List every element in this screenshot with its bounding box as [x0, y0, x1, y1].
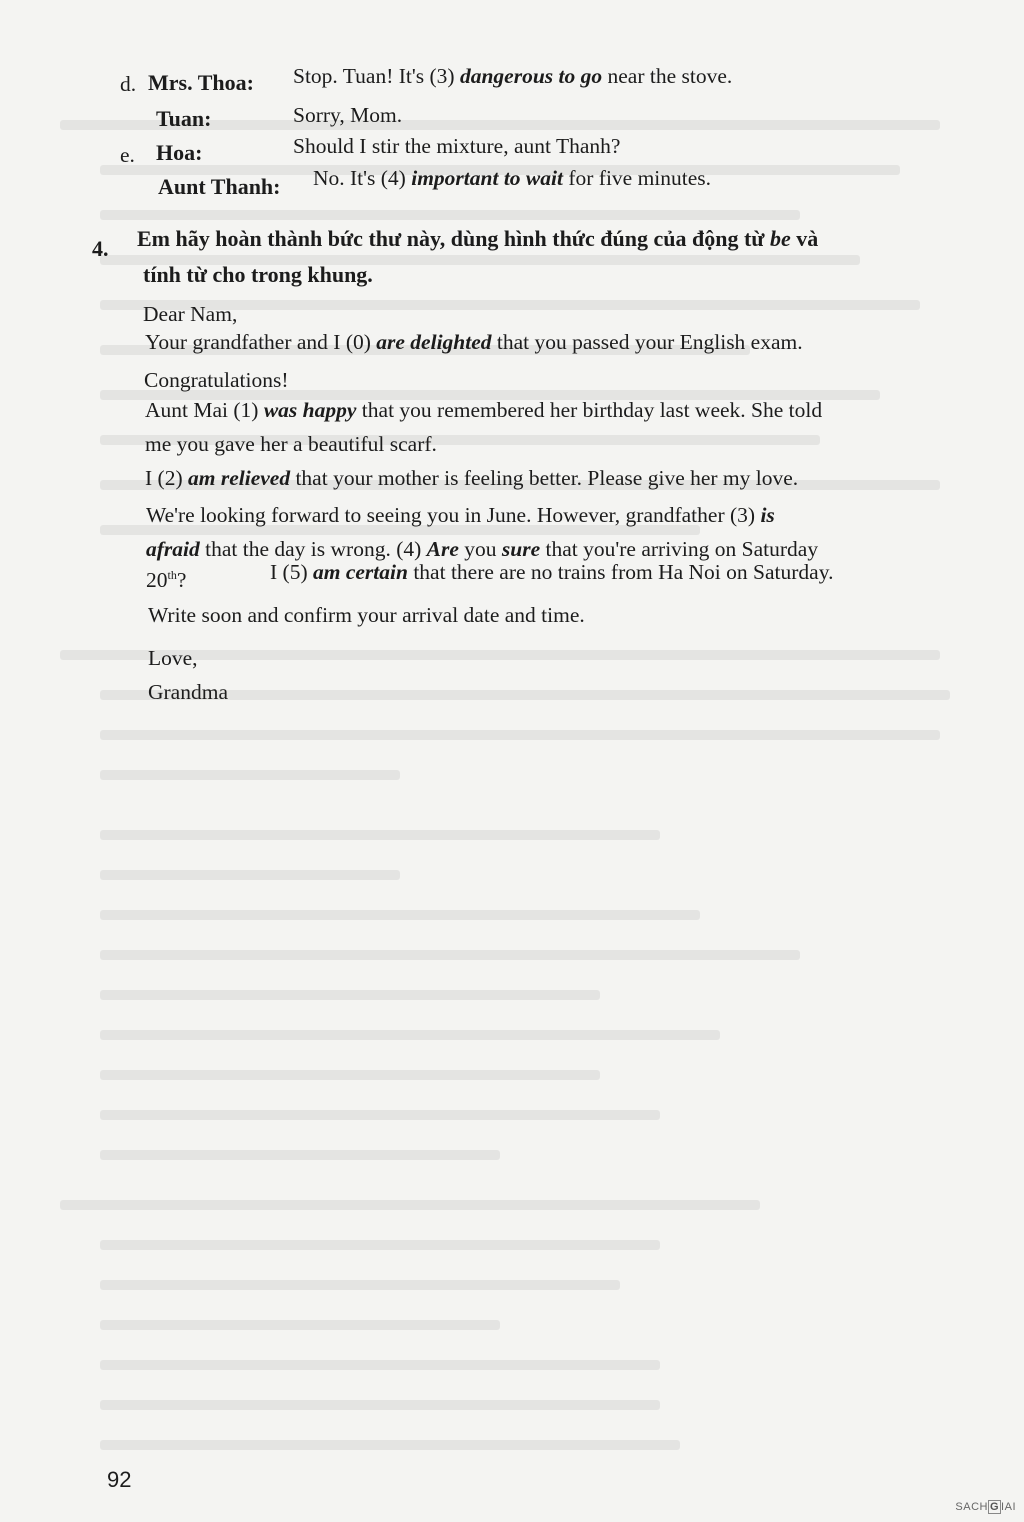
answer-text: Are: [426, 537, 459, 561]
letter-closing: Love,: [148, 646, 198, 670]
exercise-instruction-line2: tính từ cho trong khung.: [143, 262, 373, 287]
answer-text: afraid: [146, 537, 200, 561]
answer-text: dangerous to go: [459, 64, 603, 88]
letter-line: I (5) am certain that there are no trains from Ha Noi on Saturday.: [270, 560, 834, 584]
page-number: 92: [107, 1467, 132, 1492]
letter-line: Your grandfather and I (0) are delighted that you passed your English exam.: [145, 330, 803, 354]
letter-line: I (2) am relieved that your mother is feeling better. Please give her my love.: [145, 466, 799, 490]
answer-text: is: [760, 503, 775, 527]
answer-text: important to wait: [411, 166, 563, 190]
letter-line: Congratulations!: [144, 368, 289, 392]
answer-text: am relieved: [187, 466, 291, 490]
dialogue-line: Stop. Tuan! It's (3) dangerous to go near the stove.: [293, 64, 733, 88]
speaker-label: Hoa:: [156, 140, 203, 165]
item-marker-e: e.: [120, 143, 135, 167]
answer-text: are delighted: [376, 330, 492, 354]
letter-line: We're looking forward to seeing you in June. However, grandfather (3) is: [146, 503, 775, 527]
speaker-label: Aunt Thanh:: [158, 174, 281, 199]
letter-line: Aunt Mai (1) was happy that you remembered her birthday last week. She told: [145, 398, 823, 422]
dialogue-line: Sorry, Mom.: [293, 103, 403, 127]
dialogue-line: No. It's (4) important to wait for five minutes.: [313, 166, 712, 190]
speaker-label: Tuan:: [156, 106, 212, 131]
letter-line: me you gave her a beautiful scarf.: [145, 432, 437, 456]
letter-greeting: Dear Nam,: [143, 302, 238, 326]
exercise-instruction: Em hãy hoàn thành bức thư này, dùng hình thức đúng của động từ be và: [137, 226, 819, 251]
exercise-number: 4.: [92, 236, 109, 261]
item-marker-d: d.: [120, 72, 137, 96]
watermark: SACH G IAI: [955, 1501, 1016, 1513]
answer-text: sure: [501, 537, 541, 561]
letter-line: Write soon and confirm your arrival date and time.: [148, 603, 585, 627]
letter-line: afraid that the day is wrong. (4) Are you sure that you're arriving on Saturday: [146, 537, 819, 561]
answer-text: was happy: [263, 398, 357, 422]
dialogue-line: Should I stir the mixture, aunt Thanh?: [293, 134, 621, 158]
speaker-label: Mrs. Thoa:: [148, 70, 254, 95]
letter-signature: Grandma: [148, 680, 228, 704]
letter-line: 20th?: [146, 568, 187, 593]
answer-text: am certain: [312, 560, 408, 584]
